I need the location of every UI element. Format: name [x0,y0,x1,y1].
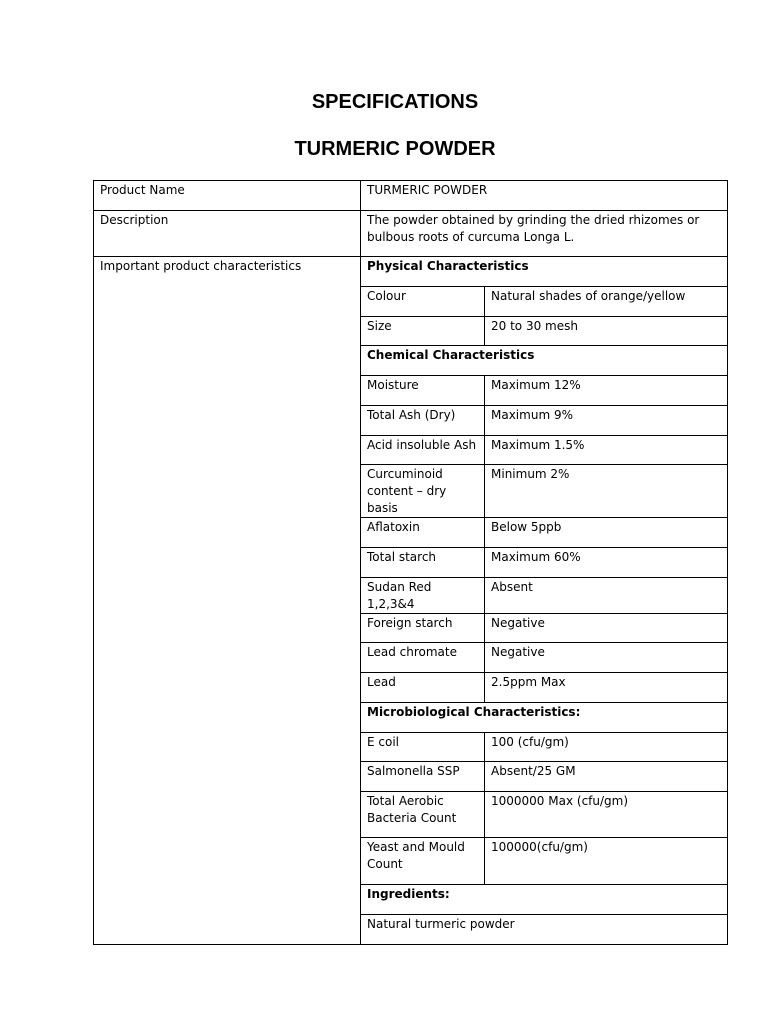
table-row [94,211,728,257]
spec-name: Acid insoluble Ash [361,436,485,465]
table-row [94,181,728,211]
spec-value: Absent [485,578,728,614]
specification-table [93,180,728,945]
spec-name: Moisture [361,376,485,406]
physical-heading: Physical Characteristics [361,257,728,287]
spec-value: Natural shades of orange/yellow [485,287,728,317]
spec-value: 2.5ppm Max [485,673,728,703]
description-value: The powder obtained by grinding the dried rhizomes or bulbous roots of curcuma Longa L. [361,211,728,257]
spec-name: Curcuminoid content – dry basis [361,465,485,518]
description-label: Description [94,211,361,257]
spec-name: Total Ash (Dry) [361,406,485,436]
characteristics-label: Important product characteristics [94,257,361,945]
spec-name: Colour [361,287,485,317]
chemical-heading: Chemical Characteristics [361,346,728,376]
spec-value: 20 to 30 mesh [485,317,728,346]
spec-value: 100 (cfu/gm) [485,733,728,762]
spec-value: Absent/25 GM [485,762,728,792]
product-name-value: TURMERIC POWDER [361,181,728,211]
spec-name: Lead chromate [361,643,485,673]
spec-value: Negative [485,643,728,673]
product-title: TURMERIC POWDER [294,138,496,160]
spec-value: Minimum 2% [485,465,728,518]
product-name-label: Product Name [94,181,361,211]
spec-value: Maximum 12% [485,376,728,406]
document-title: SPECIFICATIONS [311,91,479,113]
spec-name: Sudan Red 1,2,3&4 [361,578,485,614]
microbiological-heading: Microbiological Characteristics: [361,703,728,733]
spec-value: Maximum 60% [485,548,728,578]
spec-value: Maximum 9% [485,406,728,436]
spec-value: 100000(cfu/gm) [485,838,728,885]
spec-name: Yeast and Mould Count [361,838,485,885]
spec-value: 1000000 Max (cfu/gm) [485,792,728,838]
spec-name: E coil [361,733,485,762]
spec-value: Maximum 1.5% [485,436,728,465]
spec-name: Total starch [361,548,485,578]
spec-name: Total Aerobic Bacteria Count [361,792,485,838]
spec-name: Salmonella SSP [361,762,485,792]
spec-name: Foreign starch [361,614,485,643]
spec-value: Negative [485,614,728,643]
table-row [94,257,728,287]
spec-name: Size [361,317,485,346]
spec-name: Aflatoxin [361,518,485,548]
ingredients-heading: Ingredients: [361,885,728,915]
spec-name: Lead [361,673,485,703]
ingredients-value: Natural turmeric powder [361,915,728,945]
spec-value: Below 5ppb [485,518,728,548]
